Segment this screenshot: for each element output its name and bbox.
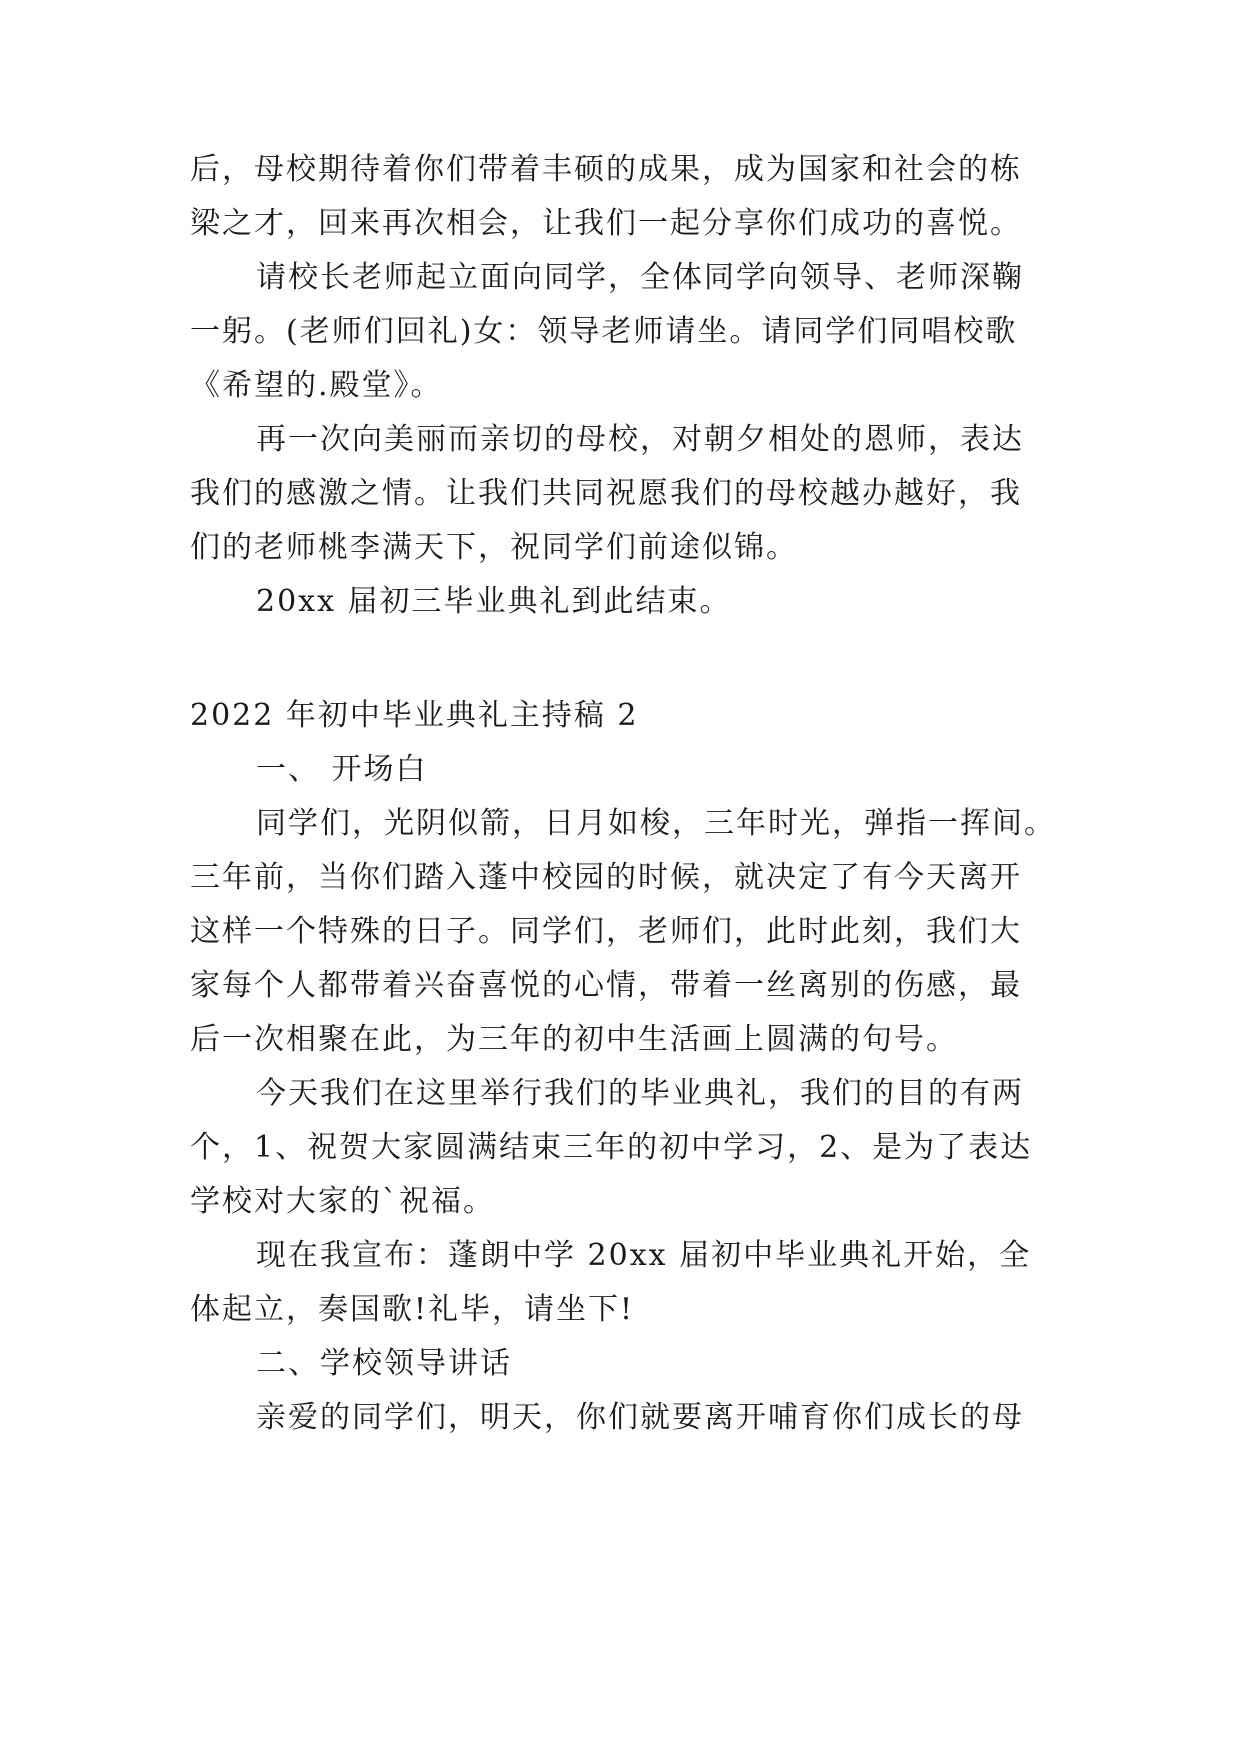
text-line: 今天我们在这里举行我们的毕业典礼，我们的目的有两 xyxy=(256,1076,1024,1111)
text-line: 再一次向美丽而亲切的母校，对朝夕相处的恩师，表达 xyxy=(256,422,1024,457)
text-line: 体起立，奏国歌!礼毕，请坐下! xyxy=(190,1292,635,1327)
text-line: 20xx 届初三毕业典礼到此结束。 xyxy=(256,584,732,619)
text-line: 亲爱的同学们，明天，你们就要离开哺育你们成长的母 xyxy=(256,1400,1024,1435)
text-line: 三年前，当你们踏入蓬中校园的时候，就决定了有今天离开 xyxy=(190,860,1022,895)
text-line: 现在我宣布：蓬朗中学 20xx 届初中毕业典礼开始，全 xyxy=(256,1238,1032,1273)
text-line: 请校长老师起立面向同学，全体同学向领导、老师深鞠 xyxy=(256,260,1024,295)
text-line: 一躬。(老师们回礼)女：领导老师请坐。请同学们同唱校歌 xyxy=(190,314,1018,349)
text-line: 二、学校领导讲话 xyxy=(256,1346,512,1381)
text-line: 个，1、祝贺大家圆满结束三年的初中学习，2、是为了表达 xyxy=(190,1130,1033,1165)
text-line: 学校对大家的`祝福。 xyxy=(190,1184,495,1219)
section-title: 2022 年初中毕业典礼主持稿 2 xyxy=(190,698,639,733)
text-line: 家每个人都带着兴奋喜悦的心情，带着一丝离别的伤感，最 xyxy=(190,968,1022,1003)
text-line: 们的老师桃李满天下，祝同学们前途似锦。 xyxy=(190,530,798,565)
text-line: 一、 开场白 xyxy=(256,752,428,787)
text-line: 后一次相聚在此，为三年的初中生活画上圆满的句号。 xyxy=(190,1022,958,1057)
text-line: 同学们，光阴似箭，日月如梭，三年时光，弹指一挥间。 xyxy=(256,806,1056,841)
text-line: 我们的感激之情。让我们共同祝愿我们的母校越办越好，我 xyxy=(190,476,1022,511)
text-line: 后，母校期待着你们带着丰硕的成果，成为国家和社会的栋 xyxy=(190,152,1022,187)
text-line: 《希望的.殿堂》。 xyxy=(190,368,443,403)
text-line: 这样一个特殊的日子。同学们，老师们，此时此刻，我们大 xyxy=(190,914,1022,949)
text-line: 梁之才，回来再次相会，让我们一起分享你们成功的喜悦。 xyxy=(190,206,1022,241)
